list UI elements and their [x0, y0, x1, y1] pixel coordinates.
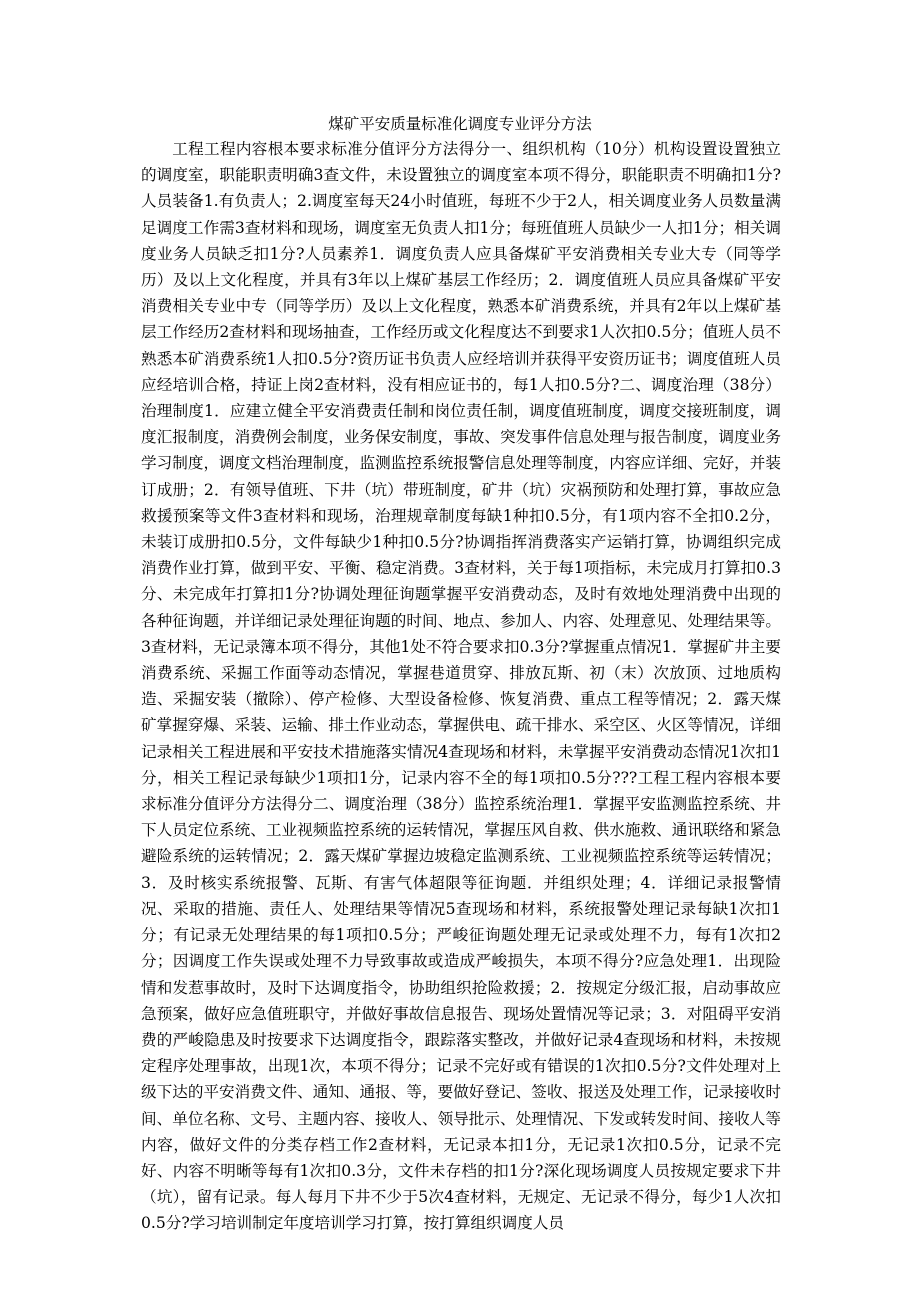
document-body-paragraph: 工程工程内容根本要求标准分值评分方法得分一、组织机构（10分）机构设置设置独立的调度室，职能职责明确3查文件，未设置独立的调度室本项不得分，职能职责不明确扣1分?人员装备1.有负责人；2.调度室每天24小时值班，每班不少于2人，相关调度业务人员数量满足调度工作需3查材料和现场，调度室无负责人扣1分；每班值班人员缺少一人扣1分；相关调度业务人员缺乏扣1分?人员素养1．调度负责人应具备煤矿平安消费相关专业大专（同等学历）及以上文化程度，并具有3年以上煤矿基层工作经历；2．调度值班人员应具备煤矿平安消费相关专业中专（同等学历）及以上文化程度，熟悉本矿消费系统，并具有2年以上煤矿基层工作经历2查材料和现场抽查，工作经历或文化程度达不到要求1人次扣0.5分；值班人员不熟悉本矿消费系统1人扣0.5分?资历证书负责人应经培训并获得平安资历证书；调度值班人员应经培训合格，持证上岗2查材料，没有相应证书的，每1人扣0.5分?二、调度治理（38分）治理制度1．应建立健全平安消费责任制和岗位责任制，调度值班制度，调度交接班制度，调度汇报制度，消费例会制度，业务保安制度，事故、突发事件信息处理与报告制度，调度业务学习制度，调度文档治理制度，监测监控系统报警信息处理等制度，内容应详细、完好，并装订成册；2．有领导值班、下井（坑）带班制度，矿井（坑）灾祸预防和处理打算，事故应急救援预案等文件3查材料和现场，治理规章制度每缺1种扣0.5分，有1项内容不全扣0.2分，未装订成册扣0.5分，文件每缺少1种扣0.5分?协调指挥消费落实产运销打算，协调组织完成消费作业打算，做到平安、平衡、稳定消费。3查材料，关于每1项指标，未完成月打算扣0.3分、未完成年打算扣1分?协调处理征询题掌握平安消费动态，及时有效地处理消费中出现的各种征询题，并详细记录处理征询题的时间、地点、参加人、内容、处理意见、处理结果等。3查材料，无记录簿本项不得分，其他1处不符合要求扣0.3分?掌握重点情况1．掌握矿井主要消费系统、采掘工作面等动态情况，掌握巷道贯穿、排放瓦斯、初（末）次放顶、过地质构造、采掘安装（撤除）、停产检修、大型设备检修、恢复消费、重点工程等情况；2．露天煤矿掌握穿爆、采装、运输、排土作业动态，掌握供电、疏干排水、采空区、火区等情况，详细记录相关工程进展和平安技术措施落实情况4查现场和材料，未掌握平安消费动态情况1次扣1分，相关工程记录每缺少1项扣1分，记录内容不全的每1项扣0.5分???工程工程内容根本要求标准分值评分方法得分二、调度治理（38分）监控系统治理1．掌握平安监测监控系统、井下人员定位系统、工业视频监控系统的运转情况，掌握压风自救、供水施救、通讯联络和紧急避险系统的运转情况；2．露天煤矿掌握边坡稳定监测系统、工业视频监控系统等运转情况；3．及时核实系统报警、瓦斯、有害气体超限等征询题．并组织处理；4．详细记录报警情况、采取的措施、责任人、处理结果等情况5查现场和材料，系统报警处理记录每缺1次扣1分；有记录无处理结果的每1项扣0.5分；严峻征询题处理无记录或处理不力，每有1次扣2分；因调度工作失误或处理不力导致事故或造成严峻损失，本项不得分?应急处理1．出现险情和发惹事故时，及时下达调度指令，协助组织抢险救援；2．按规定分级汇报，启动事故应急预案，做好应急值班职守，并做好事故信息报告、现场处置情况等记录；3．对阻碍平安消费的严峻隐患及时按要求下达调度指令，跟踪落实整改，并做好记录4查现场和材料，未按规定程序处理事故，出现1次，本项不得分；记录不完好或有错误的1次扣0.5分?文件处理对上级下达的平安消费文件、通知、通报、等，要做好登记、签收、报送及处理工作，记录接收时间、单位名称、文号、主题内容、接收人、领导批示、处理情况、下发或转发时间、接收人等内容，做好文件的分类存档工作2查材料，无记录本扣1分，无记录1次扣0.5分，记录不完好、内容不明晰等每有1次扣0.3分，文件未存档的扣1分?深化现场调度人员按规定要求下井（坑），留有记录。每人每月下井不少于5次4查材料，无规定、无记录不得分，每少1人次扣0.5分?学习培训制定年度培训学习打算，按打算组织调度人员	[141, 140, 781, 1233]
document-title: 煤矿平安质量标准化调度专业评分方法	[328, 115, 592, 133]
